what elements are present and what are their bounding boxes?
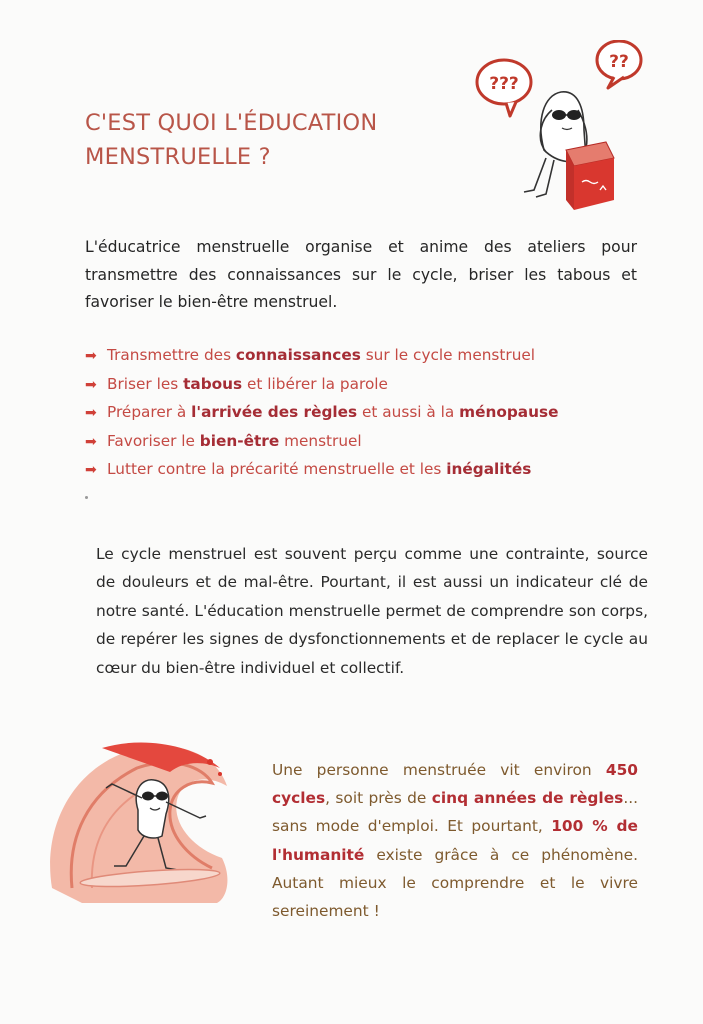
list-item-text: Lutter contre la précarité menstruelle et les [107, 460, 447, 478]
fact-text: existe grâce à ce phénomène. Autant mieux le comprendre et le vivre sereinement ! [272, 845, 638, 921]
arrow-right-icon: ➡ [85, 405, 97, 421]
list-item [85, 428, 645, 457]
speech-bubble-left [477, 60, 531, 116]
fact-bold: 450 cycles [272, 761, 638, 808]
list-item-text: menstruel [279, 431, 362, 450]
arrow-right-icon: ➡ [85, 376, 97, 393]
speech-bubble-left-text: ??? [489, 74, 519, 94]
title-line-1: C'EST QUOI L'ÉDUCATION [85, 110, 378, 136]
page-title [85, 106, 465, 174]
fact-text: ... sans mode d'emploi. Et pourtant, [272, 789, 638, 836]
list-item-bold: tabous [183, 374, 243, 393]
stray-dot [85, 496, 88, 499]
list-item [85, 399, 645, 428]
cycle-paragraph: Le cycle menstruel est souvent perçu comme une contrainte, source de douleurs et de mal-être. Pourtant, il est aussi un indicateur clé de notre santé. L'éducation menstruelle permet de comprendre son corps, de repérer les signes de dysfonctionnements et de replacer le cycle au cœur du bien-être individuel et collectif. [96, 545, 648, 677]
arrow-right-icon: ➡ [85, 433, 97, 450]
fact-paragraph [272, 756, 638, 925]
intro-paragraph: L'éducatrice menstruelle organise et anime des ateliers pour transmettre des connaissances sur le cycle, briser les tabous et favoriser le bien-être menstruel. [85, 238, 637, 311]
list-item-bold: l'arrivée des règles [191, 403, 358, 421]
list-item [85, 371, 645, 400]
list-item-bold: inégalités [446, 460, 532, 478]
list-item-text: et libérer la parole [242, 374, 388, 393]
speech-bubble-right [597, 41, 641, 88]
speech-bubble-right-text: ?? [609, 52, 629, 72]
objectives-list [85, 342, 645, 485]
list-item-bold: ménopause [459, 403, 559, 421]
title-line-2: MENSTRUELLE ? [85, 144, 271, 170]
character-on-box-illustration [466, 40, 656, 210]
wave-surfer-illustration [42, 738, 242, 908]
arrow-right-icon: ➡ [85, 348, 97, 364]
list-item [85, 456, 645, 485]
list-item-text: et aussi à la [357, 403, 460, 421]
list-item-text: Transmettre des [107, 346, 236, 364]
fact-text: Une personne menstruée vit environ [272, 761, 606, 779]
list-item-bold: bien-être [199, 431, 280, 450]
list-item-text: sur le cycle menstruel [360, 346, 536, 364]
fact-bold: cinq années de règles [431, 789, 624, 808]
list-item-text: Briser les [107, 374, 184, 393]
red-box [566, 142, 614, 210]
list-item-text: Favoriser le [107, 431, 200, 450]
fact-text: , soit près de [325, 789, 432, 808]
fact-bold: 100 % de l'humanité [272, 817, 638, 864]
list-item-text: Préparer à [107, 403, 192, 421]
arrow-right-icon: ➡ [85, 462, 97, 478]
list-item [85, 342, 645, 371]
list-item-bold: connaissances [235, 346, 361, 364]
